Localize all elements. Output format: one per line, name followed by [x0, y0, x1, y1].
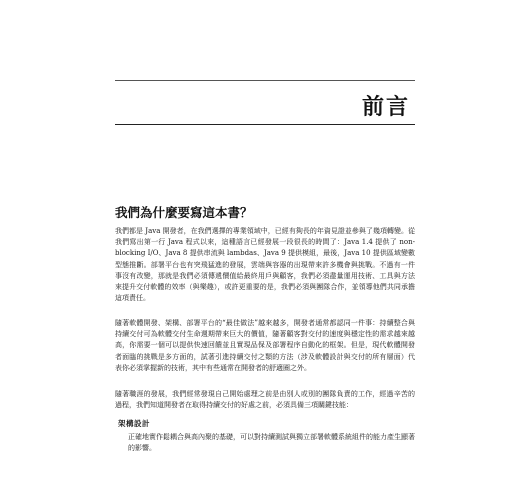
title-rule	[115, 124, 415, 125]
chapter-title: 前言	[361, 95, 410, 120]
paragraph-1: 我們都是 Java 開發者，在我們選擇的專業領域中，已經有夠長的年資見證並參與了幾項轉變。從我們寫出第一行 Java 程式以來，這種語言已經發展一段很長的時間了：Java 1.4 提供了 non-blocking I/O、Java 8 提供串流與 lambdas、Java 9 提供模組，最後，Java 10 提供區域變數型態推斷。部署平台也有突飛猛進的發展，雲端與容器的出現帶來許多機會與挑戰。不過有一件事沒有改變，那就是我們必須傳遞價值給最終用戶與顧客，我們必須盡量運用技術、工具與方法來提升交付軟體的效率（與樂趣），或許更重要的是，我們必須與團隊合作，並領導他們共同承擔這項責任。	[115, 227, 415, 303]
skill-description-architecture: 正確地實作鬆耦合與高內聚的基礎，可以對持續測試與獨立部署軟體系統組件的能力產生顯著的影響。	[128, 433, 415, 453]
top-rule	[115, 80, 415, 81]
section-heading: 我們為什麼要寫這本書？	[115, 205, 253, 220]
paragraph-3: 隨著職涯的發展，我們經常發現自己開始處理之前是由別人或別的團隊負責的工作，經過辛苦的過程，我們知道開發者在取得持續交付的好處之前，必須具備三項關鍵技能：	[115, 390, 415, 410]
paragraph-2: 隨著軟體開發、架構、部署平台的“最佳做法”越來越多，開發者通常都認同一件事：持續整合與持續交付可為軟體交付生命週期帶來巨大的價值，隨著顧客對交付的速度與穩定性的需求越來越高，你需要一個可以提供快速回饋並且實現品保及部署程序自動化的框架。但是，現代軟體開發者面臨的挑戰是多方面的，試著引進持續交付之類的方法（涉及軟體設計與交付的所有層面）代表你必須掌握新的技術，其中有些通常在開發者的舒適圈之外。	[115, 319, 415, 372]
skill-label-architecture: 架構設計	[118, 419, 150, 428]
